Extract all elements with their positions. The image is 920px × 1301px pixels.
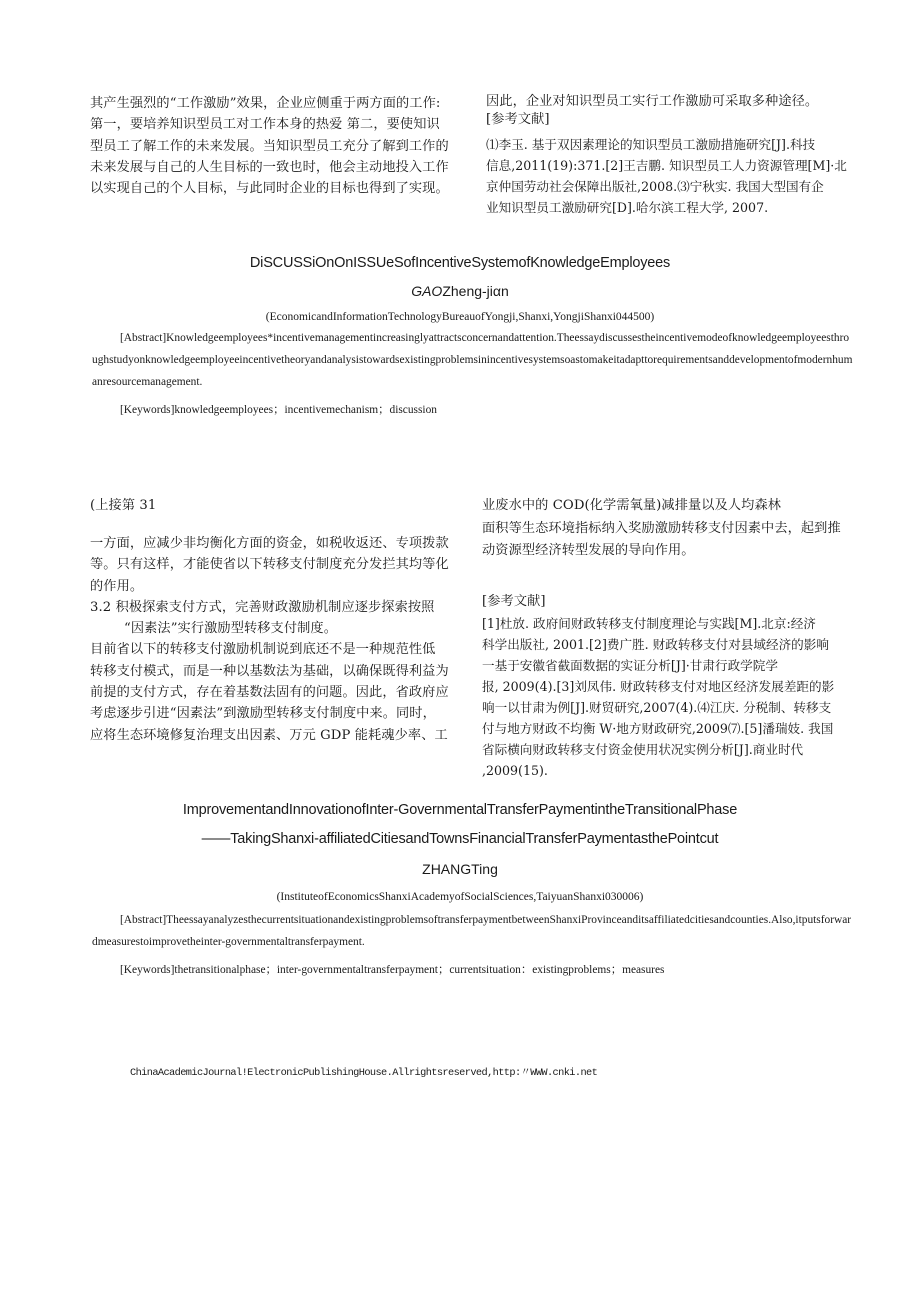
section-heading: “因素法”实行激励型转移支付制度。 bbox=[124, 621, 337, 637]
section-heading: 3.2 积极探索支付方式，完善财政激励机制应逐步探索按照 bbox=[90, 599, 435, 615]
paragraph-line: 应将生态环境修复治理支出因素、万元 GDP 能耗魂少率、工 bbox=[90, 727, 448, 743]
paragraph-line: 业废水中的 COD(化学需氧量)减排量以及人均森林 bbox=[482, 498, 782, 513]
paragraph-line: 的作用。 bbox=[90, 578, 144, 594]
reference-line: 一基于安徽省截面数据的实证分析[J]·甘肃行政学院学 bbox=[482, 658, 778, 673]
author-surname: GAO bbox=[411, 283, 443, 299]
reference-line: 付与地方财政不均衡 W·地方财政研究,2009⑺.[5]潘瑞妓. 我国 bbox=[482, 721, 834, 736]
paragraph-line: 动资源型经济转型发展的导向作用。 bbox=[482, 542, 695, 558]
paragraph-line: 未来发展与自己的人生目标的一致也时，他会主动地投入工作 bbox=[90, 159, 449, 175]
upper-affiliation: (EconomicandInformationTechnologyBureauofYongji,Shanxi,YongjiShanxi044500) bbox=[265, 311, 655, 323]
paragraph-line: 一方面，应减少非均衡化方面的资金，如税收返还、专项拨款 bbox=[90, 536, 449, 551]
copyright-footer: ChinaAcademicJournal!ElectronicPublishingHouse.Allrightsreserved,http:〃WWW.cnki.net bbox=[130, 1067, 598, 1079]
paragraph-line: 第一，要培养知识型员工对工作本身的热爱 第二，要使知识 bbox=[90, 117, 440, 133]
lower-keywords: [Keywords]thetransitionalphase；inter-governmentaltransferpayment；currentsituation：existingproblems；measures bbox=[120, 964, 665, 976]
upper-references bbox=[486, 134, 856, 218]
reference-line: 报, 2009(4).[3]刘凤伟. 财政转移支付对地区经济发展差距的影 bbox=[482, 679, 835, 694]
paragraph-line: 型员工了解工作的未来发展。当知识型员工充分了解到工作的 bbox=[90, 138, 449, 154]
continued-from-note: (上接第 31 bbox=[90, 498, 157, 513]
paragraph-line: 转移支付模式，而是一种以基数法为基础，以确保既得利益为 bbox=[90, 663, 449, 679]
paragraph-line: 目前省以下的转移支付激励机制说到底还不是一种规范性低 bbox=[90, 642, 436, 658]
reference-line: 省际横向财政转移支付资金使用状况实例分析[J].商业时代 bbox=[482, 742, 804, 757]
reference-line: 业知识型员工激励研究[D].哈尔滨工程大学, 2007. bbox=[486, 200, 769, 215]
paragraph-line: 前提的支付方式，存在着基数法固有的问题。因此，省政府应 bbox=[90, 685, 449, 701]
upper-right-column bbox=[486, 93, 846, 129]
upper-abstract: [Abstract]Knowledgeemployees*incentivemanagementincreasinglyattractsconcernandattention.Theessaydiscussestheincentivemodeofknowledgeemployeesthroughstudyonknowledgeemployeeincentivetheoryandanalysistowardsexistingproblemsinincentivesystemsoastomakeitadapttorequirementsanddevelopmentofmodernhumanresourcemanagement. bbox=[92, 332, 853, 388]
reference-line: 响一以甘肃为例[J].财贸研究,2007(4).⑷江庆. 分税制、转移支 bbox=[482, 700, 832, 715]
reference-line: [1]杜放. 政府间财政转移支付制度理论与实践[M].北京:经济 bbox=[482, 616, 816, 631]
paragraph-line: 面积等生态环境指标纳入奖励激励转移支付因素中去，起到推 bbox=[482, 521, 841, 537]
reference-line: 京仲国劳动社会保障出版社,2008.⑶宁秋实. 我国大型国有企 bbox=[486, 179, 824, 194]
lower-english-author: ZHANGTing bbox=[422, 861, 498, 877]
lower-references-heading: [参考文献] bbox=[482, 594, 546, 609]
upper-keywords: [Keywords]knowledgeemployees；incentivemechanism；discussion bbox=[120, 404, 437, 416]
paragraph-line: 以实现自己的个人目标，与此同时企业的目标也得到了实现。 bbox=[90, 181, 449, 197]
lower-right-column bbox=[482, 495, 862, 561]
upper-english-title: DiSCUSSiOnOnISSUeSofIncentiveSystemofKnowledgeEmployees bbox=[249, 255, 671, 271]
references-heading: [参考文献] bbox=[486, 112, 550, 127]
lower-left-column bbox=[90, 533, 470, 746]
lower-english-subtitle: ——TakingShanxi-affiliatedCitiesandTownsFinancialTransferPaymentasthePointcut bbox=[201, 831, 719, 847]
upper-english-author bbox=[0, 283, 920, 299]
paragraph-line: 考虑逐步引进“因素法”到激励型转移支付制度中来。同时， bbox=[90, 706, 436, 722]
paragraph-line: 等。只有这样，才能使省以下转移支付制度充分发拦其均等化 bbox=[90, 557, 449, 573]
lower-affiliation: (InstituteofEconomicsShanxiAcademyofSocialSciences,TaiyuanShanxi030006) bbox=[276, 891, 644, 903]
reference-line: ,2009(15). bbox=[482, 763, 548, 778]
author-given-name: Zheng-jiαn bbox=[442, 283, 509, 299]
lower-english-title: ImprovementandInnovationofInter-GovernmentalTransferPaymentintheTransitionalPhase bbox=[182, 802, 738, 818]
paragraph-line: 因此，企业对知识型员工实行工作激励可采取多种途径。 bbox=[486, 94, 819, 109]
upper-left-column bbox=[90, 93, 475, 199]
lower-abstract: [Abstract]TheessayanalyzesthecurrentsituationandexistingproblemsoftransferpaymentbetweenShanxiProvinceanditsaffiliatedcitiesandcounties.Also,itputsforwardmeasurestoimprovetheinter-governmentaltransferpayment. bbox=[92, 914, 852, 948]
reference-line: 信息,2011(19):371.[2]王吉鹏. 知识型员工人力资源管理[M]·北 bbox=[486, 158, 847, 173]
reference-line: 科学出版社, 2001.[2]费广胜. 财政转移支付对县域经济的影响 bbox=[482, 637, 829, 652]
reference-line: ⑴李玉. 基于双因素理论的知识型员工激励措施研究[J].科技 bbox=[486, 137, 816, 152]
lower-references bbox=[482, 613, 862, 781]
paragraph-line: 其产生强烈的“工作激励”效果，企业应侧重于两方面的工作: bbox=[90, 96, 441, 111]
